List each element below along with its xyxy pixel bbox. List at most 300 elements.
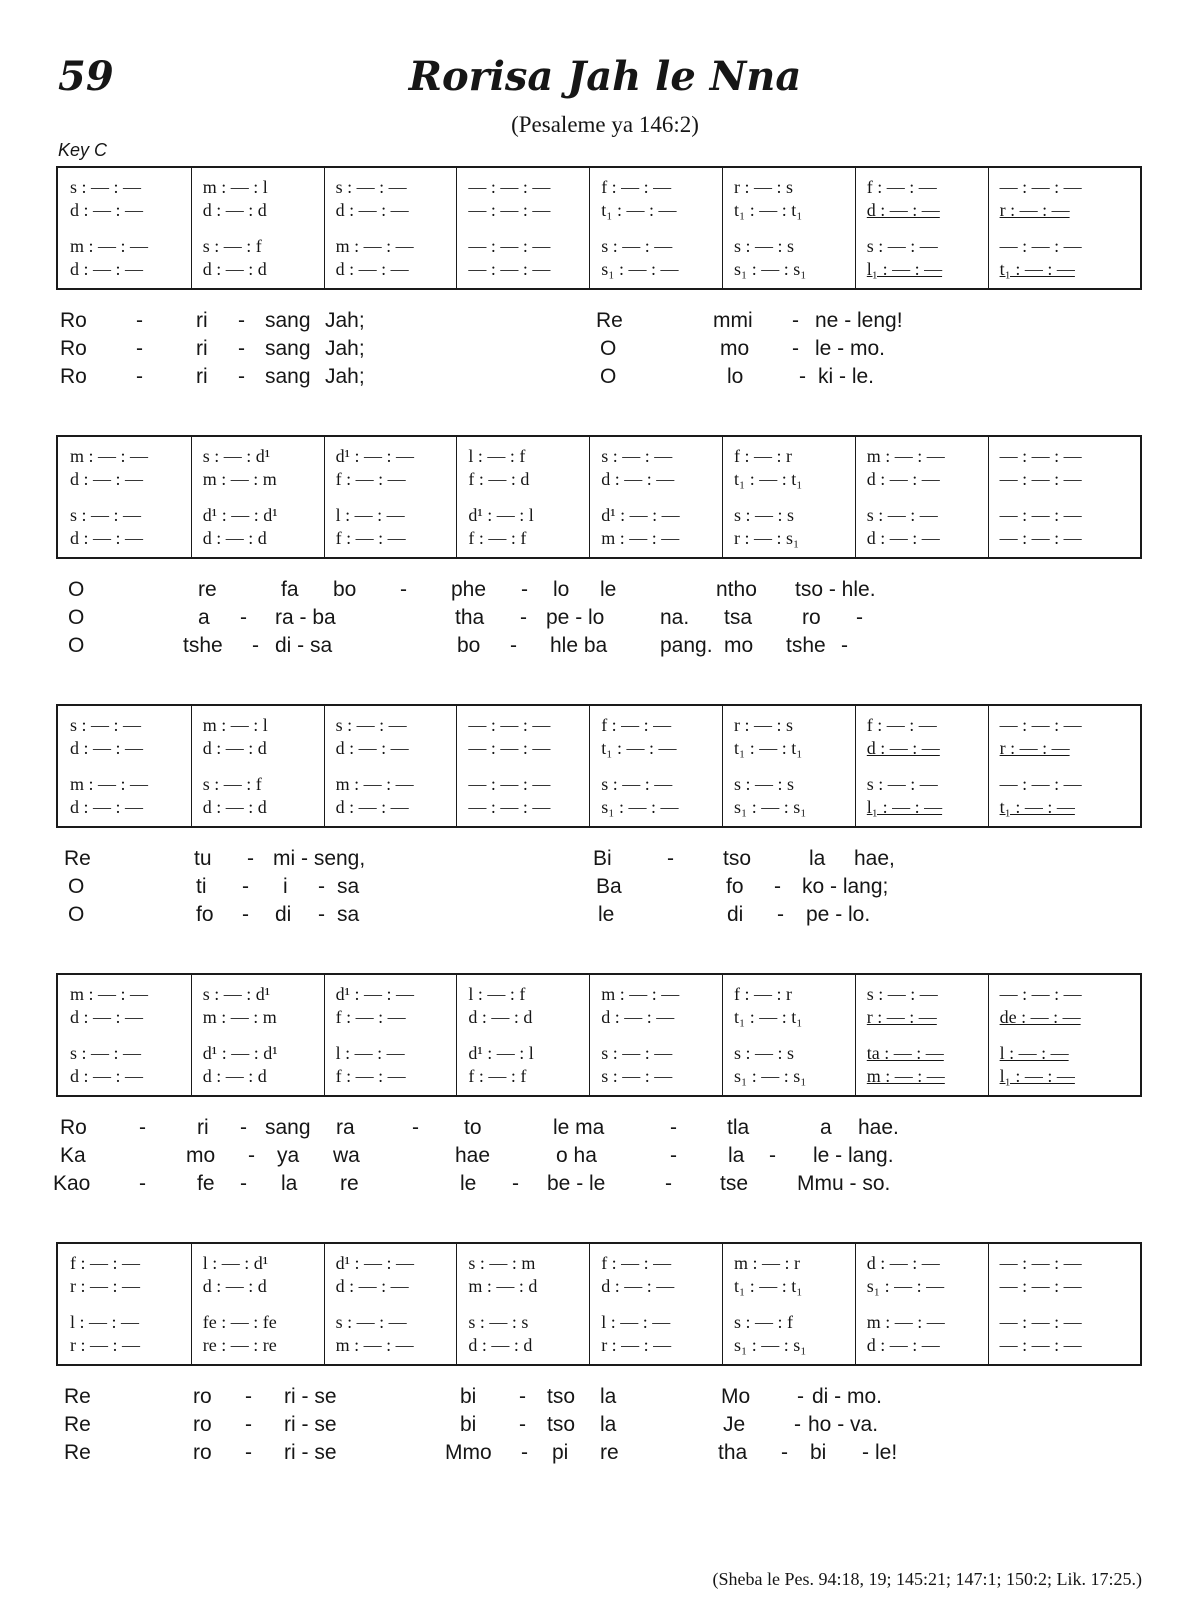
solfa-measure: s : — : — (601, 236, 673, 256)
solfa-measure: s : — : f (202, 236, 262, 256)
beat-tick (191, 1018, 192, 1032)
solfa-measure: — : — : — (999, 774, 1082, 794)
hymn-number: 59 (58, 53, 114, 100)
solfa-measure: d : — : — (335, 1276, 409, 1296)
lyric-syllable: di - sa (275, 634, 333, 657)
lyric-syllable: - (139, 1116, 146, 1139)
lyric-syllable: - (512, 1172, 519, 1195)
lyric-syllable: a (198, 606, 210, 629)
solfa-measure: d : — : d (202, 797, 267, 817)
solfa-measure: s₁ : — : s₁ (734, 259, 807, 279)
part-row-1 (58, 983, 1144, 1005)
beat-tick (589, 1018, 590, 1032)
part-row-3 (58, 1311, 1144, 1333)
solfa-measure: r : — : — (70, 1276, 140, 1296)
lyric-syllable: la (281, 1172, 298, 1195)
beat-tick (191, 1287, 192, 1301)
solfa-measure: d : — : — (335, 738, 409, 758)
lyric-syllable: O (600, 365, 617, 388)
solfa-measure: s : — : — (335, 1312, 407, 1332)
part-row-1 (58, 176, 1144, 198)
solfa-measure: f : — : r (734, 446, 792, 466)
lyric-syllable: - (667, 847, 674, 870)
solfa-measure: d : — : — (335, 259, 409, 279)
lyric-syllable: Jah; (325, 337, 365, 360)
lyric-syllable: - (510, 634, 517, 657)
solfa-measure: s : — : — (70, 177, 142, 197)
solfa-measure: — : — : — (999, 528, 1082, 548)
solfa-measure: f : — : — (335, 469, 406, 489)
solfa-measure: d : — : — (70, 738, 144, 758)
lyric-syllable: bo (457, 634, 481, 657)
solfa-measure: d : — : d (202, 738, 267, 758)
beat-tick (191, 1305, 192, 1319)
solfa-measure: t₁ : — : — (601, 738, 677, 758)
part-row-3 (58, 773, 1144, 795)
beat-tick (456, 1036, 457, 1050)
solfa-measure: s₁ : — : — (866, 1276, 945, 1296)
verse-1-line (0, 1114, 1200, 1142)
solfa-measure: m : — : l (202, 715, 268, 735)
solfa-measure: — : — : — (999, 1276, 1082, 1296)
solfa-measure: s₁ : — : — (601, 797, 679, 817)
beat-tick (589, 1287, 590, 1301)
lyric-syllable: di - mo. (812, 1385, 883, 1408)
beat-tick (589, 211, 590, 225)
lyric-syllable: sang (265, 337, 311, 360)
part-row-1 (58, 714, 1144, 736)
lyric-syllable: i (283, 875, 288, 898)
solfa-measure: s : — : — (70, 505, 142, 525)
part-row-1 (58, 445, 1144, 467)
lyric-syllable: le (598, 903, 615, 926)
part-row-2 (58, 468, 1144, 490)
solfa-measure: m : — : m (202, 469, 277, 489)
beat-tick (589, 480, 590, 494)
solfa-measure: m : — : d (468, 1276, 538, 1296)
beat-tick (722, 1018, 723, 1032)
solfa-measure: d : — : — (70, 528, 144, 548)
lyric-syllable: pe - lo. (806, 903, 871, 926)
beat-tick (589, 1305, 590, 1319)
lyric-syllable: Ro (60, 337, 87, 360)
solfa-measure: d : — : — (601, 1276, 675, 1296)
beat-tick (589, 749, 590, 763)
solfa-measure: t₁ : — : t₁ (734, 1276, 803, 1296)
solfa-measure: s : — : s (468, 1312, 529, 1332)
verse-2-line (0, 604, 1200, 632)
lyric-syllable: re (600, 1441, 619, 1464)
lyric-syllable: Je (723, 1413, 746, 1436)
beat-tick (191, 480, 192, 494)
solfa-measure: s : — : — (335, 715, 407, 735)
lyric-syllable: O (68, 578, 85, 601)
scripture-footnote: (Sheba le Pes. 94:18, 19; 145:21; 147:1; 150:2; Lik. 17:25.) (712, 1569, 1142, 1589)
lyric-syllable: fo (726, 875, 744, 898)
beat-tick (456, 1287, 457, 1301)
solfa-measure: s : — : — (866, 505, 938, 525)
lyric-syllable: sang (265, 309, 311, 332)
solfa-measure: s : — : — (335, 177, 407, 197)
solfa-measure: s : — : s (734, 1043, 795, 1063)
lyric-syllable: ra (336, 1116, 355, 1139)
solfa-measure: re : — : re (202, 1335, 277, 1355)
beat-tick (324, 1018, 325, 1032)
lyric-syllable: - (318, 903, 325, 926)
solfa-measure: m : — : — (70, 774, 149, 794)
key-signature: Key C (58, 140, 108, 160)
lyric-syllable: tse (720, 1172, 749, 1195)
lyric-syllable: ri (196, 365, 208, 388)
lyric-syllable: - (245, 1413, 252, 1436)
beat-tick (855, 767, 856, 781)
solfa-measure: — : — : — (999, 469, 1082, 489)
lyric-syllable: - (792, 337, 799, 360)
hymn-subtitle: (Pesaleme ya 146:2) (511, 112, 699, 137)
lyric-syllable: - (318, 875, 325, 898)
part-row-4 (58, 796, 1144, 818)
part-row-4 (58, 258, 1144, 280)
beat-tick (855, 1287, 856, 1301)
solfa-measure: r : — : s (734, 177, 794, 197)
solfa-measure: l : — : d¹ (202, 1253, 269, 1273)
solfa-measure: d : — : d (202, 1276, 267, 1296)
solfa-measure: d : — : — (601, 469, 675, 489)
beat-tick (324, 498, 325, 512)
solfa-measure: — : — : — (468, 259, 551, 279)
solfa-measure: t₁ : — : t₁ (734, 738, 803, 758)
lyric-syllable: - (841, 634, 848, 657)
solfa-measure: d : — : d (468, 1335, 533, 1355)
lyric-syllable: le - lang. (813, 1144, 894, 1167)
lyric-syllable: - (521, 578, 528, 601)
lyric-syllable: - (670, 1116, 677, 1139)
lyric-syllable: - (252, 634, 259, 657)
lyric-syllable: hae. (858, 1116, 899, 1139)
lyric-syllable: - (412, 1116, 419, 1139)
solfa-measure: d : — : d (202, 259, 267, 279)
lyric-syllable: la (600, 1385, 617, 1408)
solfa-measure: s : — : — (70, 715, 142, 735)
lyric-syllable: mo (186, 1144, 216, 1167)
lyric-syllable: ra - ba (275, 606, 336, 629)
solfa-measure: s : — : — (601, 774, 673, 794)
beat-tick (722, 767, 723, 781)
solfa-measure: m : — : — (866, 446, 945, 466)
beat-tick (988, 1036, 989, 1050)
lyric-syllable: re (198, 578, 217, 601)
verse-1-line (0, 307, 1200, 335)
lyric-syllable: - (799, 365, 806, 388)
solfa-measure: — : — : — (999, 1335, 1082, 1355)
beat-tick (988, 767, 989, 781)
solfa-measure: s₁ : — : s₁ (734, 1335, 807, 1355)
verse-1-line (0, 845, 1200, 873)
beat-tick (722, 1305, 723, 1319)
solfa-measure: f : — : — (866, 177, 937, 197)
part-row-3 (58, 1042, 1144, 1064)
lyric-syllable: Ro (60, 1116, 87, 1139)
solfa-measure: s₁ : — : s₁ (734, 1066, 807, 1086)
lyric-syllable: mmi (713, 309, 753, 332)
lyric-syllable: di (727, 903, 744, 926)
solfa-measure: m : — : — (866, 1066, 945, 1086)
solfa-measure: s : — : s (734, 505, 795, 525)
lyric-syllable: - (242, 875, 249, 898)
lyric-syllable: ri (196, 337, 208, 360)
solfa-measure: d¹ : — : — (601, 505, 680, 525)
lyric-syllable: - (400, 578, 407, 601)
lyric-syllable: mi - seng, (273, 847, 366, 870)
beat-tick (988, 1305, 989, 1319)
part-row-2 (58, 737, 1144, 759)
lyric-syllable: - (139, 1172, 146, 1195)
solfa-measure: — : — : — (468, 200, 551, 220)
lyric-syllable: mo (724, 634, 754, 657)
solfa-measure: d¹ : — : d¹ (202, 1043, 278, 1063)
solfa-measure: s : — : d¹ (202, 446, 271, 466)
beat-tick (988, 1287, 989, 1301)
solfa-measure: — : — : — (999, 984, 1082, 1004)
solfa-measure: — : — : — (999, 1253, 1082, 1273)
part-row-2 (58, 199, 1144, 221)
solfa-measure: r : — : — (999, 200, 1070, 220)
lyric-syllable: - (136, 337, 143, 360)
lyric-syllable: ri (196, 309, 208, 332)
lyric-syllable: tso (547, 1385, 576, 1408)
solfa-measure: s : — : — (601, 1043, 673, 1063)
lyric-syllable: sang (265, 365, 311, 388)
lyric-syllable: a (820, 1116, 832, 1139)
lyric-syllable: Ro (60, 365, 87, 388)
lyric-syllable: - (136, 365, 143, 388)
solfa-measure: l : — : — (70, 1312, 140, 1332)
beat-tick (456, 498, 457, 512)
solfa-measure: s₁ : — : — (601, 259, 679, 279)
lyric-syllable: mo (720, 337, 750, 360)
solfa-measure: — : — : — (468, 715, 551, 735)
solfa-measure: d¹ : — : l (468, 505, 534, 525)
lyric-syllable: ko - lang; (802, 875, 889, 898)
lyric-syllable: di (275, 903, 292, 926)
verse-3-line (0, 1170, 1200, 1198)
solfa-measure: t₁ : — : — (999, 259, 1075, 279)
beat-tick (589, 767, 590, 781)
solfa-measure: d : — : — (335, 797, 409, 817)
lyric-syllable: O (600, 337, 617, 360)
solfa-measure: m : — : — (335, 236, 414, 256)
lyric-syllable: to (464, 1116, 482, 1139)
solfa-measure: d : — : — (866, 200, 940, 220)
beat-tick (855, 211, 856, 225)
solfa-measure: d¹ : — : — (335, 984, 414, 1004)
beat-tick (456, 480, 457, 494)
lyric-syllable: ri - se (284, 1413, 337, 1436)
beat-tick (589, 1036, 590, 1050)
lyric-syllable: ho - va. (808, 1413, 879, 1436)
solfa-measure: r : — : — (866, 1007, 937, 1027)
lyric-syllable: - (781, 1441, 788, 1464)
solfa-measure: d¹ : — : l (468, 1043, 534, 1063)
lyric-syllable: - (794, 1413, 801, 1436)
solfa-measure: fe : — : fe (202, 1312, 277, 1332)
solfa-measure: t₁ : — : t₁ (734, 1007, 803, 1027)
music-system-1 (56, 166, 1142, 290)
beat-tick (855, 749, 856, 763)
lyric-syllable: ne - leng! (815, 309, 903, 332)
beat-tick (855, 1305, 856, 1319)
beat-tick (324, 480, 325, 494)
lyric-syllable: Mmu - so. (797, 1172, 891, 1195)
solfa-measure: l₁ : — : — (866, 259, 943, 279)
part-row-2 (58, 1006, 1144, 1028)
solfa-measure: s : — : s (734, 774, 795, 794)
solfa-measure: r : — : s₁ (734, 528, 800, 548)
beat-tick (988, 211, 989, 225)
beat-tick (988, 1018, 989, 1032)
beat-tick (191, 498, 192, 512)
solfa-measure: f : — : — (601, 715, 672, 735)
verse-1-line (0, 1383, 1200, 1411)
solfa-measure: s : — : — (866, 236, 938, 256)
lyric-syllable: hae (455, 1144, 491, 1167)
lyric-syllable: - (240, 1172, 247, 1195)
lyric-syllable: hle ba (550, 634, 608, 657)
beat-tick (456, 211, 457, 225)
solfa-measure: s : — : — (866, 984, 938, 1004)
part-row-1 (58, 1252, 1144, 1274)
lyric-syllable: ro (802, 606, 821, 629)
lyric-syllable: tha (455, 606, 485, 629)
solfa-measure: d : — : — (70, 259, 144, 279)
solfa-measure: d¹ : — : — (335, 446, 414, 466)
music-system-5 (56, 1242, 1142, 1366)
lyric-syllable: - (797, 1385, 804, 1408)
solfa-measure: d : — : d (468, 1007, 533, 1027)
lyric-syllable: - (792, 309, 799, 332)
lyric-syllable: le (460, 1172, 477, 1195)
lyric-syllable: O (68, 875, 85, 898)
solfa-measure: d : — : d (202, 1066, 267, 1086)
solfa-measure: f : — : f (468, 1066, 527, 1086)
solfa-measure: f : — : — (70, 1253, 140, 1273)
solfa-measure: t₁ : — : — (601, 200, 677, 220)
lyric-syllable: - (519, 1385, 526, 1408)
verse-3-line (0, 1439, 1200, 1467)
solfa-measure: d : — : — (866, 528, 940, 548)
lyric-syllable: - (136, 309, 143, 332)
lyric-syllable: tso - hle. (795, 578, 876, 601)
lyric-syllable: ti (196, 875, 207, 898)
lyric-syllable: re (340, 1172, 359, 1195)
lyric-syllable: tla (727, 1116, 750, 1139)
beat-tick (988, 498, 989, 512)
lyric-syllable: phe (451, 578, 487, 601)
solfa-measure: d¹ : — : d¹ (202, 505, 278, 525)
lyric-syllable: - (521, 1441, 528, 1464)
lyric-syllable: Re (64, 1413, 91, 1436)
beat-tick (324, 1036, 325, 1050)
solfa-measure: s : — : f (734, 1312, 794, 1332)
lyric-syllable: - (777, 903, 784, 926)
lyric-syllable: ro (193, 1413, 212, 1436)
lyric-syllable: Re (596, 309, 623, 332)
music-system-2 (56, 435, 1142, 559)
music-system-3 (56, 704, 1142, 828)
lyric-syllable: hae, (854, 847, 895, 870)
solfa-measure: l : — : — (999, 1043, 1069, 1063)
solfa-measure: l : — : — (601, 1312, 671, 1332)
solfa-measure: r : — : — (601, 1335, 672, 1355)
verse-2-line (0, 335, 1200, 363)
solfa-measure: l : — : f (468, 984, 526, 1004)
solfa-measure: — : — : — (999, 177, 1082, 197)
hymn-title: Rorisa Jah le Nna (408, 53, 802, 100)
solfa-measure: f : — : d (468, 469, 530, 489)
lyric-syllable: - (245, 1441, 252, 1464)
solfa-measure: d : — : — (70, 469, 144, 489)
lyric-syllable: O (68, 903, 85, 926)
lyric-syllable: - (520, 606, 527, 629)
lyric-syllable: le - mo. (815, 337, 886, 360)
lyric-syllable: le ma (553, 1116, 605, 1139)
lyric-syllable: bo (333, 578, 357, 601)
beat-tick (191, 749, 192, 763)
beat-tick (855, 1018, 856, 1032)
lyric-syllable: - (240, 1116, 247, 1139)
lyric-syllable: - (856, 606, 863, 629)
lyric-syllable: bi (460, 1385, 477, 1408)
verse-3-line (0, 901, 1200, 929)
lyric-syllable: tso (723, 847, 752, 870)
solfa-measure: — : — : — (999, 505, 1082, 525)
lyric-syllable: - (242, 903, 249, 926)
solfa-measure: — : — : — (999, 1312, 1082, 1332)
part-row-4 (58, 1065, 1144, 1087)
lyric-syllable: bi (810, 1441, 827, 1464)
lyric-syllable: fo (196, 903, 214, 926)
verse-3-line (0, 363, 1200, 391)
beat-tick (456, 1018, 457, 1032)
music-system-4 (56, 973, 1142, 1097)
beat-tick (855, 229, 856, 243)
lyric-syllable: - (248, 1144, 255, 1167)
lyric-syllable: - (665, 1172, 672, 1195)
beat-tick (324, 749, 325, 763)
solfa-measure: l₁ : — : — (999, 1066, 1075, 1086)
solfa-measure: m : — : — (866, 1312, 945, 1332)
solfa-measure: t₁ : — : t₁ (734, 469, 803, 489)
lyric-syllable: - (238, 309, 245, 332)
lyric-syllable: tsa (724, 606, 753, 629)
solfa-measure: m : — : l (202, 177, 268, 197)
beat-tick (988, 480, 989, 494)
part-row-3 (58, 235, 1144, 257)
beat-tick (988, 229, 989, 243)
solfa-measure: f : — : r (734, 984, 792, 1004)
lyric-syllable: le (600, 578, 617, 601)
lyric-syllable: tha (718, 1441, 748, 1464)
lyric-syllable: - (769, 1144, 776, 1167)
beat-tick (722, 480, 723, 494)
verse-2-line (0, 1411, 1200, 1439)
solfa-measure: d : — : d (202, 528, 267, 548)
lyric-syllable: bi (460, 1413, 477, 1436)
lyric-syllable: ntho (716, 578, 757, 601)
solfa-measure: d : — : — (70, 200, 144, 220)
solfa-measure: r : — : s (734, 715, 794, 735)
solfa-measure: t₁ : — : t₁ (734, 200, 803, 220)
